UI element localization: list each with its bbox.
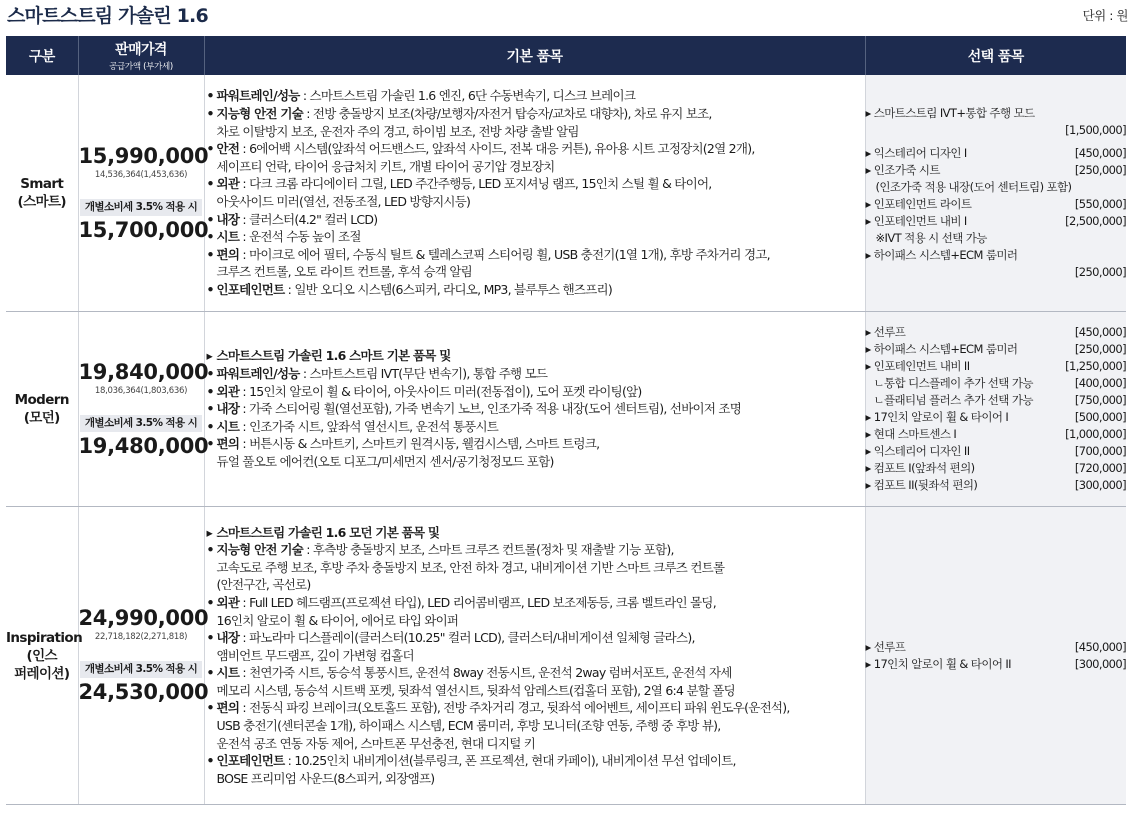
price-main: 15,990,000 xyxy=(78,143,209,168)
list-item: • 편의 : 마이크로 에어 필터, 수동식 틸트 & 텔레스코픽 스티어링 휠, USB 충전기(1열 1개), 후방 주차거리 경고, 크루즈 컨트롤, 오토 라이트 컨트롤, 후석 승객 알림 xyxy=(206,246,770,280)
list-item: • 내장 : 가죽 스티어링 휠(열선포함), 가죽 변속기 노브, 인조가죽 적용 내장(도어 센터트림), 선바이저 조명 xyxy=(206,401,742,417)
list-item: • 내장 : 클러스터(4.2" 컬러 LCD) xyxy=(206,211,378,227)
basic-items-cell xyxy=(204,312,865,507)
tax-badge: 개별소비세 3.5% 적용 시 xyxy=(80,199,202,216)
option-list xyxy=(866,105,1127,281)
list-item: • 시트 : 인조가죽 시트, 앞좌석 열선시트, 운전석 통풍시트 xyxy=(206,418,499,434)
option-item: ▸ 스마트스트림 IVT+통합 주행 모드 xyxy=(865,106,1035,120)
feature-list xyxy=(205,347,865,470)
list-item: • 외관 : 15인치 알로이 휠 & 타이어, 아웃사이드 미러(전동접이), 도어 포켓 라이팅(앞) xyxy=(206,383,642,399)
list-item: • 외관 : Full LED 헤드램프(프로젝션 타입), LED 리어콤비램프, LED 보조제동등, 크롬 벨트라인 몰딩, 16인치 알로이 휠 & 타이어, 에어로 타입 와이퍼 xyxy=(206,594,716,628)
option-items-cell xyxy=(865,312,1126,507)
trim-name: Modern xyxy=(14,392,69,408)
trim-name-cell xyxy=(6,312,78,507)
list-intro: ▸ 스마트스트림 가솔린 1.6 모던 기본 품목 및 xyxy=(206,524,440,540)
list-intro: ▸ 스마트스트림 가솔린 1.6 스마트 기본 품목 및 xyxy=(206,348,451,364)
page-title: 스마트스트림 가솔린 1.6 xyxy=(7,5,208,27)
option-price: [250,000] xyxy=(1074,265,1126,279)
trim-name-cell xyxy=(6,75,78,312)
list-item: • 안전 : 6에어백 시스템(앞좌석 어드밴스드, 앞좌석 사이드, 전복 대응 커튼), 유아용 시트 고정장치(2열 2개), 세이프티 언락, 타이어 응급처치 키트, 개별 타이어 공기압 경보장치 xyxy=(206,141,755,174)
col-price-header xyxy=(78,36,204,75)
price-cell xyxy=(78,312,209,507)
basic-items-cell xyxy=(204,507,865,805)
option-item: ▸ 인포테인먼트 내비 I [2,500,000] xyxy=(865,214,1126,228)
price-tax: 24,530,000 xyxy=(78,680,209,704)
price-main: 24,990,000 xyxy=(78,606,209,630)
list-item: • 인포테인먼트 : 10.25인치 내비게이션(블루링크, 폰 프로젝션, 현대 카페이), 내비게이션 무선 업데이트, BOSE 프리미엄 사운드(8스피커, 외장앰프) xyxy=(206,753,736,786)
list-item: • 내장 : 파노라마 디스플레이(클러스터(10.25" 컬러 LCD), 클러스터/내비게이션 일체형 글라스), 앰비언트 무드램프, 깊이 가변형 컵홀더 xyxy=(206,630,695,663)
option-item: ▸ 인조가죽 시트 [250,000] xyxy=(865,163,1126,177)
unit-label: 단위 : 원 xyxy=(1082,8,1128,23)
list-item: • 파워트레인/성능 : 스마트스트림 가솔린 1.6 엔진, 6단 수동변속기, 디스크 브레이크 xyxy=(206,88,636,104)
option-item: ▸ 하이패스 시스템+ECM 룸미러 [250,000] xyxy=(865,342,1126,356)
option-note: (인조가죽 적용 내장(도어 센터트림) 포함) xyxy=(875,180,1072,194)
list-item: • 편의 : 전동식 파킹 브레이크(오토홀드 포함), 전방 주차거리 경고, 뒷좌석 에어벤트, 세이프티 파워 윈도우(운전석), USB 충전기(센터콘솔 1개), 하이패스 시스템, ECM 룸미러, 후방 모니터(조향 연동, 주행 중 후방 뷰), 운전석 공조 연동 자동 제어, 스마트폰 무선충전, 현대 디지털 키 xyxy=(206,700,790,751)
trim-name-kr: 퍼레이션) xyxy=(14,665,70,682)
feature-list xyxy=(205,524,865,788)
option-item: ▸ 컴포트 II(뒷좌석 편의) [300,000] xyxy=(865,478,1126,492)
price-supply: 22,718,182(2,271,818) xyxy=(94,632,188,642)
price-cell xyxy=(78,507,209,805)
list-item: • 외관 : 다크 크롬 라디에이터 그릴, LED 주간주행등, LED 포지셔닝 램프, 15인치 스틸 휠 & 타이어, 아웃사이드 미러(열선, 전동조절, LED 방향지시등) xyxy=(206,176,712,209)
trim-name-kr: (스마트) xyxy=(17,194,66,210)
trim-name-cell xyxy=(6,507,83,805)
option-item: ▸ 인포테인먼트 내비 II [1,250,000] xyxy=(865,359,1126,373)
col-option-header: 선택 품목 xyxy=(865,36,1126,75)
col-basic-header: 기본 품목 xyxy=(204,36,865,75)
option-price: [1,500,000] xyxy=(1065,123,1126,137)
list-item: • 지능형 안전 기술 : 후측방 충돌방지 보조, 스마트 크루즈 컨트롤(정차 및 재출발 기능 포함), 고속도로 주행 보조, 후방 주차 충돌방지 보조, 안전 하차 경고, 내비게이션 기반 스마트 크루즈 컨트롤 (안전구간, 곡선로) xyxy=(206,542,725,593)
price-table xyxy=(6,36,1126,805)
price-main: 19,840,000 xyxy=(78,359,209,384)
table-header-row xyxy=(6,36,1126,75)
option-item: ㄴ플래티넘 플러스 추가 선택 가능 [750,000] xyxy=(873,393,1126,407)
price-supply: 18,036,364(1,803,636) xyxy=(94,385,188,396)
feature-list xyxy=(205,87,865,298)
option-item: ▸ 17인치 알로이 휠 & 타이어 II [300,000] xyxy=(865,656,1126,671)
basic-items-cell xyxy=(204,75,865,312)
list-item: • 시트 : 운전석 수동 높이 조절 xyxy=(206,229,361,245)
list-item: • 파워트레인/성능 : 스마트스트림 IVT(무단 변속기), 통합 주행 모드 xyxy=(206,366,548,382)
price-tax: 15,700,000 xyxy=(78,217,209,242)
option-item: ▸ 17인치 알로이 휠 & 타이어 I [500,000] xyxy=(865,410,1126,424)
option-item: ▸ 익스테리어 디자인 II [700,000] xyxy=(865,444,1126,458)
trim-name-kr: (인스 xyxy=(26,647,57,664)
price-cell xyxy=(78,75,209,312)
option-item: ▸ 익스테리어 디자인 I [450,000] xyxy=(865,146,1126,160)
trim-name-kr: (모던) xyxy=(23,410,60,426)
price-tax: 19,480,000 xyxy=(78,433,209,458)
price-supply: 14,536,364(1,453,636) xyxy=(94,169,188,180)
list-item: • 지능형 안전 기술 : 전방 충돌방지 보조(차량/보행자/자전거 탑승자/교차로 대향차), 차로 유지 보조, 차로 이탈방지 보조, 운전자 주의 경고, 하이빔 보조, 전방 차량 출발 알림 xyxy=(206,106,712,139)
trim-name: Inspiration xyxy=(6,629,83,646)
col-price-label: 판매가격 xyxy=(115,42,167,58)
option-item: ▸ 현대 스마트센스 I [1,000,000] xyxy=(865,427,1126,441)
option-item: ▸ 선루프 [450,000] xyxy=(865,639,1126,654)
tax-badge: 개별소비세 3.5% 적용 시 xyxy=(80,415,202,432)
option-item: ▸ 하이패스 시스템+ECM 룸미러 xyxy=(865,248,1018,262)
option-item: ▸ 선루프 [450,000] xyxy=(865,325,1126,339)
list-item: • 시트 : 천연가죽 시트, 동승석 통풍시트, 운전석 8way 전동시트, 운전석 2way 럼버서포트, 운전석 자세 메모리 시스템, 동승석 시트백 포켓, 뒷좌석 열선시트, 뒷좌석 암레스트(컵홀더 포함), 2열 6:4 분할 폴딩 xyxy=(206,665,735,698)
col-trim-header: 구분 xyxy=(6,36,78,75)
table-row-modern xyxy=(6,312,1126,507)
list-item: • 편의 : 버튼시동 & 스마트키, 스마트키 원격시동, 웰컴시스템, 스마트 트렁크, 듀얼 풀오토 에어컨(오토 디포그/미세먼지 센서/공기청정모드 포함) xyxy=(206,436,600,469)
table-row-smart xyxy=(6,75,1126,312)
option-item: ▸ 인포테인먼트 라이트 [550,000] xyxy=(865,197,1126,211)
list-item: • 인포테인먼트 : 일반 오디오 시스템(6스피커, 라디오, MP3, 블루투스 핸즈프리) xyxy=(206,281,613,297)
trim-name: Smart xyxy=(20,176,64,192)
tax-badge: 개별소비세 3.5% 적용 시 xyxy=(80,661,202,678)
col-price-sub: 공급가액 (부가세) xyxy=(109,62,173,72)
option-item: ㄴ통합 디스플레이 추가 선택 가능 [400,000] xyxy=(873,376,1126,390)
option-item: ▸ 컴포트 I(앞좌석 편의) [720,000] xyxy=(865,461,1126,475)
option-items-cell xyxy=(865,75,1126,312)
option-items-cell xyxy=(865,507,1126,805)
option-list xyxy=(866,639,1127,673)
option-list xyxy=(866,324,1127,494)
option-note: ※IVT 적용 시 선택 가능 xyxy=(875,231,987,245)
table-row-inspiration xyxy=(6,507,1126,805)
